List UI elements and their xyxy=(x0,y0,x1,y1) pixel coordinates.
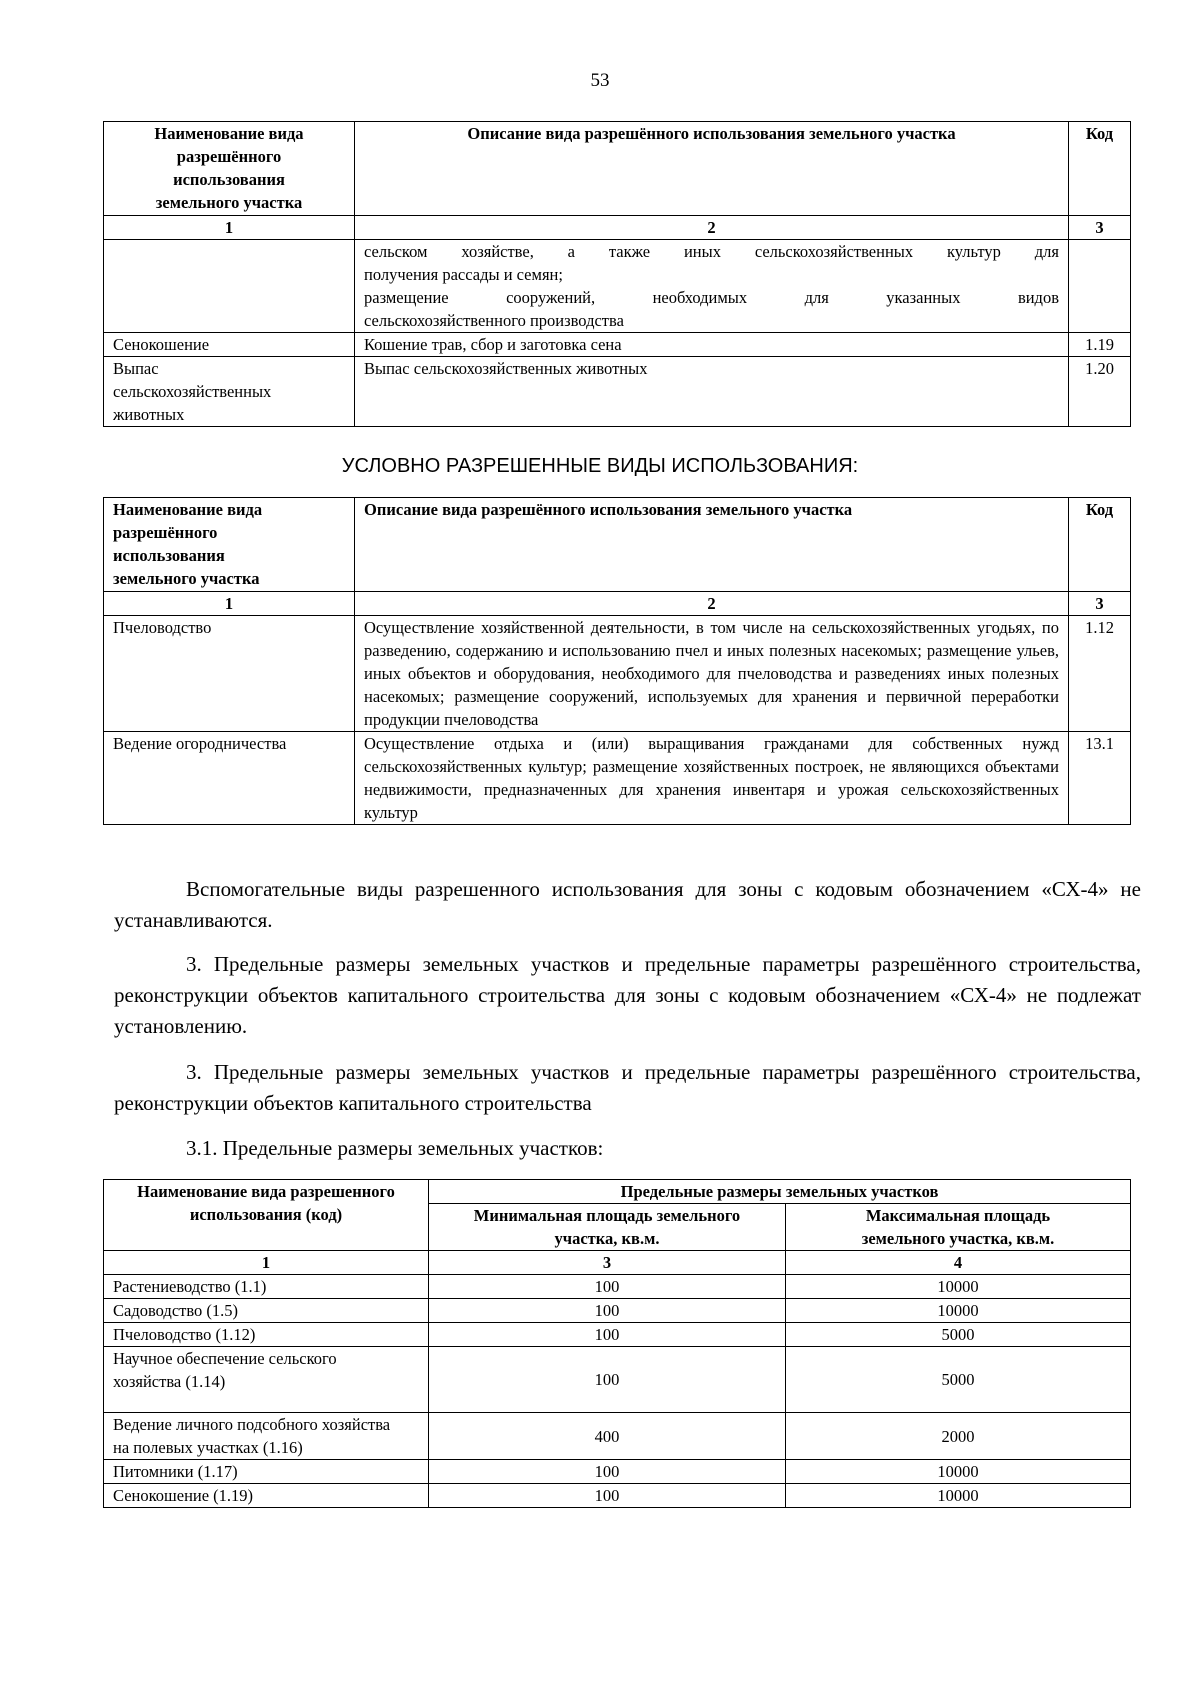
row-max-area: 2000 xyxy=(786,1413,1131,1460)
row-max-area: 10000 xyxy=(786,1275,1131,1299)
column-number: 4 xyxy=(786,1251,1131,1275)
table-row xyxy=(104,1413,1131,1460)
table-header-row xyxy=(104,498,1131,592)
row-name: Растениеводство (1.1) xyxy=(104,1275,429,1299)
row-min-area: 100 xyxy=(429,1323,786,1347)
header-name: Наименование вида разрешенного использования (код) xyxy=(104,1180,429,1251)
row-name: Питомники (1.17) xyxy=(104,1460,429,1484)
header-name: Наименование вида разрешённого использования земельного участка xyxy=(104,498,355,592)
row-name: Ведение огородничества xyxy=(104,732,355,825)
row-name: Ведение личного подсобного хозяйства на полевых участках (1.16) xyxy=(104,1413,429,1460)
header-code: Код xyxy=(1069,498,1131,592)
header-name: Наименование вида разрешённого использования земельного участка xyxy=(104,122,355,216)
conditional-uses-table xyxy=(103,497,1131,825)
header-max-area: Максимальная площадь земельного участка, кв.м. xyxy=(786,1204,1131,1251)
row-max-area: 5000 xyxy=(786,1323,1131,1347)
row-name: Выпас сельскохозяйственных животных xyxy=(104,357,355,427)
row-name: Сенокошение xyxy=(104,333,355,357)
column-number: 3 xyxy=(1069,592,1131,616)
table-row xyxy=(104,1484,1131,1508)
header-description: Описание вида разрешённого использования земельного участка xyxy=(355,498,1069,592)
table-row xyxy=(104,1347,1131,1413)
row-min-area: 100 xyxy=(429,1275,786,1299)
row-description xyxy=(355,240,1069,333)
page-number: 53 xyxy=(590,70,610,91)
column-number-row xyxy=(104,216,1131,240)
table-row xyxy=(104,1299,1131,1323)
paragraph-plot-sizes xyxy=(114,1133,1141,1164)
paragraph-text: 3.1. Предельные размеры земельных участков: xyxy=(186,1136,604,1160)
plot-size-limits-table xyxy=(103,1179,1131,1508)
column-number: 2 xyxy=(355,216,1069,240)
description-line: сельском хозяйстве, а также иных сельскохозяйственных культур для xyxy=(364,242,1059,261)
paragraph-auxiliary-uses xyxy=(114,874,1141,936)
header-min-area: Минимальная площадь земельного участка, кв.м. xyxy=(429,1204,786,1251)
paragraph-limits-heading xyxy=(114,1057,1141,1119)
row-name: Пчеловодство (1.12) xyxy=(104,1323,429,1347)
table-row xyxy=(104,616,1131,732)
row-description: Осуществление отдыха и (или) выращивания гражданами для собственных нужд сельскохозяйственных культур; размещение хозяйственных построек, не являющихся объектами недвижимости, предназначенных для хранения инвентаря и урожая сельскохозяйственных культур xyxy=(355,732,1069,825)
row-max-area: 5000 xyxy=(786,1347,1131,1413)
table-header-row xyxy=(104,1180,1131,1204)
row-min-area: 400 xyxy=(429,1413,786,1460)
paragraph-limits-not-established xyxy=(114,949,1141,1042)
table-header-row xyxy=(104,122,1131,216)
description-line: сельскохозяйственного производства xyxy=(364,311,624,330)
row-max-area: 10000 xyxy=(786,1460,1131,1484)
description-line: получения рассады и семян; xyxy=(364,265,563,284)
table-row xyxy=(104,1275,1131,1299)
table-row xyxy=(104,240,1131,333)
row-min-area: 100 xyxy=(429,1484,786,1508)
column-number: 2 xyxy=(355,592,1069,616)
row-code: 13.1 xyxy=(1069,732,1131,825)
paragraph-text: 3. Предельные размеры земельных участков и предельные параметры разрешённого строительства, реконструкции объектов капитального строительства xyxy=(114,1060,1141,1115)
column-number: 1 xyxy=(104,1251,429,1275)
table-row xyxy=(104,1323,1131,1347)
table-row xyxy=(104,333,1131,357)
row-code: 1.19 xyxy=(1069,333,1131,357)
column-number: 3 xyxy=(1069,216,1131,240)
column-number: 1 xyxy=(104,216,355,240)
row-description: Осуществление хозяйственной деятельности, в том числе на сельскохозяйственных угодьях, по разведению, содержанию и использованию пчел и иных полезных насекомых; размещение ульев, иных объектов и оборудования, необходимого для пчеловодства и разведениях иных полезных насекомых; размещение сооружений, используемых для хранения и первичной переработки продукции пчеловодства xyxy=(355,616,1069,732)
row-min-area: 100 xyxy=(429,1299,786,1323)
column-number: 3 xyxy=(429,1251,786,1275)
row-name: Пчеловодство xyxy=(104,616,355,732)
header-description: Описание вида разрешённого использования земельного участка xyxy=(355,122,1069,216)
row-max-area: 10000 xyxy=(786,1484,1131,1508)
header-code: Код xyxy=(1069,122,1131,216)
description-line: размещение сооружений, необходимых для указанных видов xyxy=(364,288,1059,307)
permitted-uses-table-continued xyxy=(103,121,1131,427)
table-row xyxy=(104,1460,1131,1484)
row-description: Выпас сельскохозяйственных животных xyxy=(355,357,1069,427)
header-group: Предельные размеры земельных участков xyxy=(429,1180,1131,1204)
paragraph-text: 3. Предельные размеры земельных участков и предельные параметры разрешённого строительства, реконструкции объектов капитального строительства для зоны с кодовым обозначением «СХ-4» не подлежат установлению. xyxy=(114,952,1141,1038)
row-name: Научное обеспечение сельского хозяйства (1.14) xyxy=(104,1347,429,1413)
row-name: Садоводство (1.5) xyxy=(104,1299,429,1323)
row-name: Сенокошение (1.19) xyxy=(104,1484,429,1508)
row-code: 1.12 xyxy=(1069,616,1131,732)
row-min-area: 100 xyxy=(429,1347,786,1413)
table-row xyxy=(104,732,1131,825)
row-code: 1.20 xyxy=(1069,357,1131,427)
column-number: 1 xyxy=(104,592,355,616)
paragraph-text: Вспомогательные виды разрешенного использования для зоны с кодовым обозначением «СХ-4» не устанавливаются. xyxy=(114,877,1141,932)
row-description: Кошение трав, сбор и заготовка сена xyxy=(355,333,1069,357)
table-row xyxy=(104,357,1131,427)
section-heading: УСЛОВНО РАЗРЕШЕННЫЕ ВИДЫ ИСПОЛЬЗОВАНИЯ: xyxy=(341,455,859,477)
column-number-row xyxy=(104,1251,1131,1275)
row-name xyxy=(104,240,355,333)
row-code xyxy=(1069,240,1131,333)
column-number-row xyxy=(104,592,1131,616)
row-min-area: 100 xyxy=(429,1460,786,1484)
row-max-area: 10000 xyxy=(786,1299,1131,1323)
